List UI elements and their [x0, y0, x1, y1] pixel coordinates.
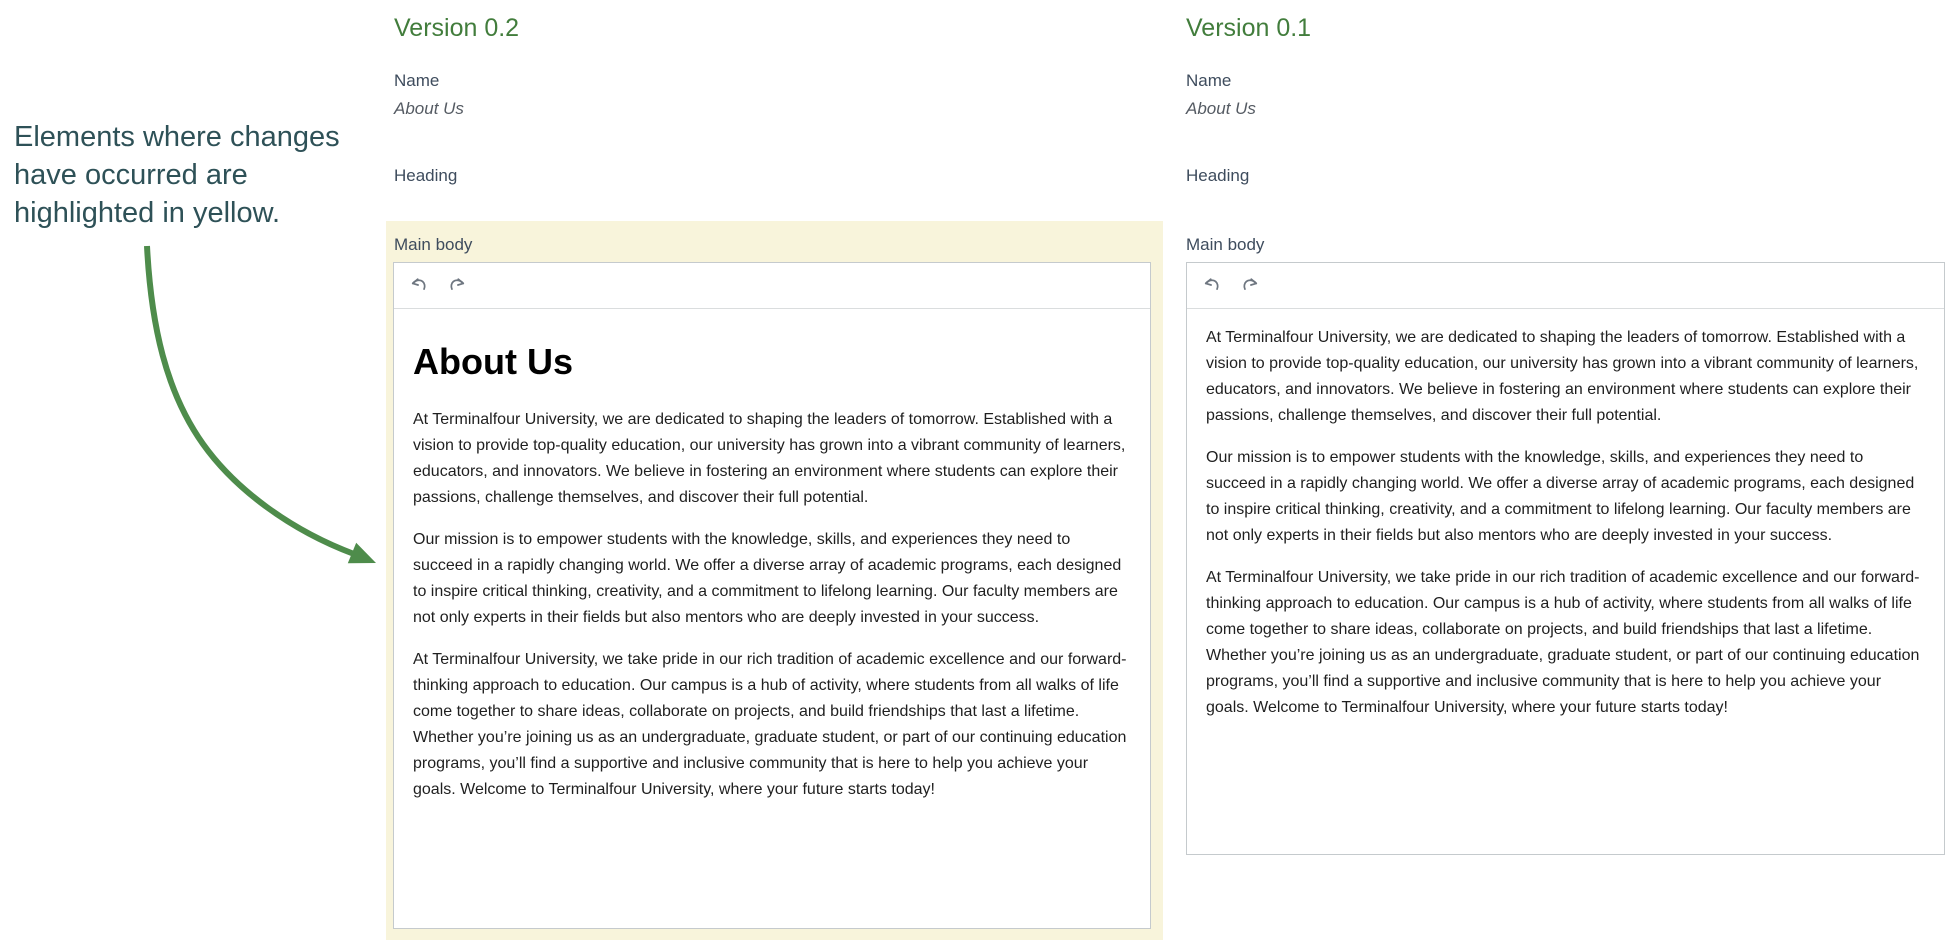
- undo-icon: [1201, 275, 1223, 297]
- version-title: Version 0.1: [1186, 14, 1312, 42]
- editor-content[interactable]: [1187, 309, 1944, 855]
- redo-button[interactable]: [1235, 271, 1265, 301]
- undo-button[interactable]: [404, 271, 434, 301]
- rich-text-editor: [1186, 262, 1945, 855]
- content-paragraph: Our mission is to empower students with the knowledge, skills, and experiences they need to succeed in a rapidly changing world. We offer a diverse array of academic programs, each designed to inspire critical thinking, creativity, and a commitment to lifelong learning. Our faculty members are not only experts in their fields but also mentors who are deeply invested in your success.: [1206, 449, 1915, 544]
- undo-button[interactable]: [1197, 271, 1227, 301]
- editor-content[interactable]: [394, 309, 1150, 929]
- name-field-label: Name: [394, 71, 440, 90]
- main-body-field-highlighted: [386, 221, 1163, 940]
- editor-toolbar: [1187, 263, 1944, 309]
- content-paragraph: At Terminalfour University, we take pride in our rich tradition of academic excellence and our forward-thinking approach to education. Our campus is a hub of activity, where students from all walks of life come together to share ideas, collaborate on projects, and build friendships that last a lifetime. Whether you’re joining us as an undergraduate, graduate student, or part of our continuing education programs, you’ll find a supportive and inclusive community that is here to help you achieve your goals. Welcome to Terminalfour University, where your future starts today!: [1206, 569, 1920, 716]
- rich-text-editor: [393, 262, 1151, 929]
- undo-icon: [408, 275, 430, 297]
- redo-button[interactable]: [442, 271, 472, 301]
- name-field-value: About Us: [1186, 99, 1256, 118]
- content-heading: About Us: [413, 341, 573, 382]
- content-paragraph: At Terminalfour University, we are dedicated to shaping the leaders of tomorrow. Established with a vision to provide top-quality education, our university has grown into a vibrant community of learners, educators, and innovators. We believe in fostering an environment where students can explore their passions, challenge themselves, and discover their full potential.: [413, 411, 1126, 506]
- heading-field-label: Heading: [394, 166, 458, 185]
- heading-field-label: Heading: [1186, 166, 1250, 185]
- main-body-field: [1186, 221, 1948, 940]
- main-body-label: Main body: [1186, 235, 1265, 254]
- content-paragraph: At Terminalfour University, we are dedicated to shaping the leaders of tomorrow. Established with a vision to provide top-quality education, our university has grown into a vibrant community of learners, educators, and innovators. We believe in fostering an environment where students can explore their passions, challenge themselves, and discover their full potential.: [1206, 329, 1919, 424]
- redo-icon: [1239, 275, 1261, 297]
- content-paragraph: At Terminalfour University, we take pride in our rich tradition of academic excellence and our forward-thinking approach to education. Our campus is a hub of activity, where students from all walks of life come together to share ideas, collaborate on projects, and build friendships that last a lifetime. Whether you’re joining us as an undergraduate, graduate student, or part of our continuing education programs, you’ll find a supportive and inclusive community that is here to help you achieve your goals. Welcome to Terminalfour University, where your future starts today!: [413, 651, 1127, 798]
- redo-icon: [446, 275, 468, 297]
- name-field-label: Name: [1186, 71, 1232, 90]
- main-body-label: Main body: [394, 235, 473, 254]
- editor-toolbar: [394, 263, 1150, 309]
- content-paragraph: Our mission is to empower students with the knowledge, skills, and experiences they need to succeed in a rapidly changing world. We offer a diverse array of academic programs, each designed to inspire critical thinking, creativity, and a commitment to lifelong learning. Our faculty members are not only experts in their fields but also mentors who are deeply invested in your success.: [413, 531, 1122, 626]
- version-title: Version 0.2: [394, 14, 520, 42]
- annotation-text: Elements where changes have occurred are highlighted in yellow.: [14, 121, 340, 229]
- name-field-value: About Us: [394, 99, 464, 118]
